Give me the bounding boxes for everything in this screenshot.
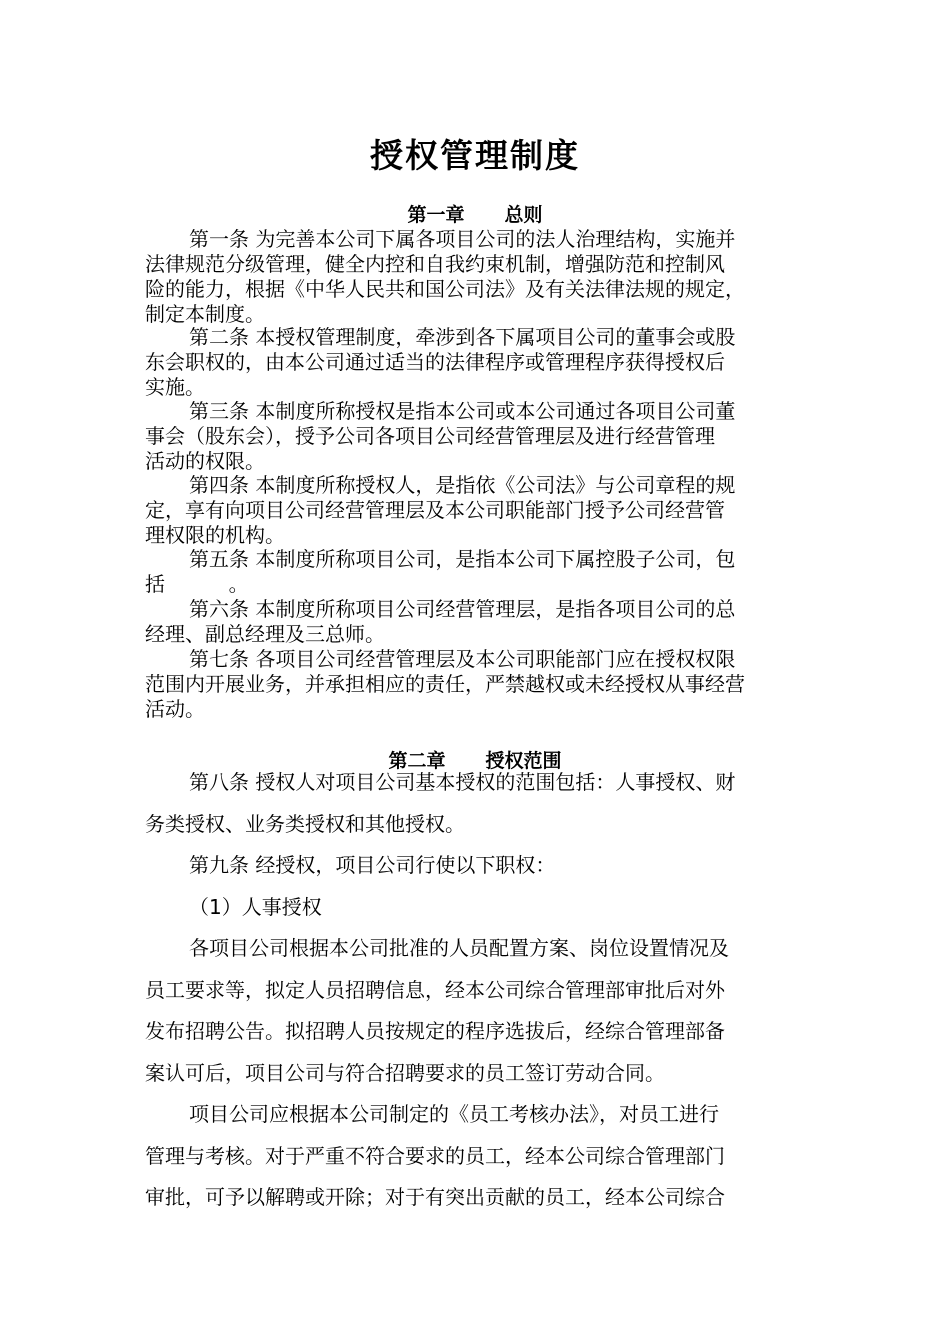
text-line: 审批，可予以解聘或开除；对于有突出贡献的员工，经本公司综合 — [145, 1185, 725, 1209]
text-line: 第五条 本制度所称项目公司，是指本公司下属控股子公司，包 — [189, 547, 736, 571]
text-line: 务类授权、业务类授权和其他授权。 — [145, 811, 465, 836]
text-line: （1）人事授权 — [189, 894, 322, 919]
text-line: 项目公司应根据本公司制定的《员工考核办法》，对员工进行 — [189, 1102, 719, 1126]
chapter-1-heading — [0, 200, 950, 227]
text-line: 理权限的机构。 — [145, 523, 285, 547]
text-line: 第六条 本制度所称项目公司经营管理层，是指各项目公司的总 — [189, 597, 736, 621]
article-1 — [145, 227, 813, 327]
article-4 — [145, 473, 813, 548]
text-line: 发布招聘公告。拟招聘人员按规定的程序选拔后，经综合管理部备 — [145, 1019, 725, 1043]
text-line: 经理、副总经理及三总师。 — [145, 622, 385, 646]
text-line: 东会职权的，由本公司通过适当的法律程序或管理程序获得授权后 — [145, 350, 725, 374]
article-2 — [145, 325, 813, 400]
text-line: 第八条 授权人对项目公司基本授权的范围包括：人事授权、财 — [189, 770, 736, 794]
text-line: 员工要求等，拟定人员招聘信息，经本公司综合管理部审批后对外 — [145, 977, 725, 1002]
text-line: 各项目公司根据本公司批准的人员配置方案、岗位设置情况及 — [189, 936, 729, 960]
text-line: 实施。 — [145, 375, 205, 399]
text-line: 第二条 本授权管理制度，牵涉到各下属项目公司的董事会或股 — [189, 325, 736, 349]
article-5 — [145, 547, 813, 597]
article-7 — [145, 647, 813, 722]
text-line: 定，享有向项目公司经营管理层及本公司职能部门授予公司经营管 — [145, 498, 725, 522]
text-line: 第九条 经授权，项目公司行使以下职权： — [189, 853, 556, 877]
text-line: 活动。 — [145, 697, 205, 721]
text-line: 括 。 — [145, 572, 249, 596]
chapter-name: 总则 — [504, 204, 543, 226]
document-title: 授权管理制度 — [370, 136, 580, 175]
article-6 — [145, 597, 813, 647]
chapter-number: 第一章 — [407, 204, 465, 226]
article-3 — [145, 399, 813, 474]
chapter-number: 第二章 — [388, 750, 446, 772]
text-line: 第四条 本制度所称授权人，是指依《公司法》与公司章程的规 — [189, 473, 736, 497]
text-line: 法律规范分级管理，健全内控和自我约束机制，增强防范和控制风 — [145, 252, 725, 276]
text-line: 案认可后，项目公司与符合招聘要求的员工签订劳动合同。 — [145, 1060, 665, 1085]
text-line: 险的能力，根据《中华人民共和国公司法》及有关法律法规的规定， — [145, 277, 745, 301]
text-line: 事会（股东会），授予公司各项目公司经营管理层及进行经营管理 — [145, 424, 715, 448]
text-line: 范围内开展业务，并承担相应的责任，严禁越权或未经授权从事经营 — [145, 672, 745, 696]
text-line: 活动的权限。 — [145, 449, 265, 473]
text-line: 第七条 各项目公司经营管理层及本公司职能部门应在授权权限 — [189, 647, 736, 671]
article-8 — [145, 762, 813, 1219]
text-line: 制定本制度。 — [145, 302, 265, 326]
chapter-name: 授权范围 — [485, 750, 562, 772]
text-line: 第三条 本制度所称授权是指本公司或本公司通过各项目公司董 — [189, 399, 736, 423]
text-line: 第一条 为完善本公司下属各项目公司的法人治理结构，实施并 — [189, 227, 736, 251]
text-line: 管理与考核。对于严重不符合要求的员工，经本公司综合管理部门 — [145, 1143, 725, 1168]
